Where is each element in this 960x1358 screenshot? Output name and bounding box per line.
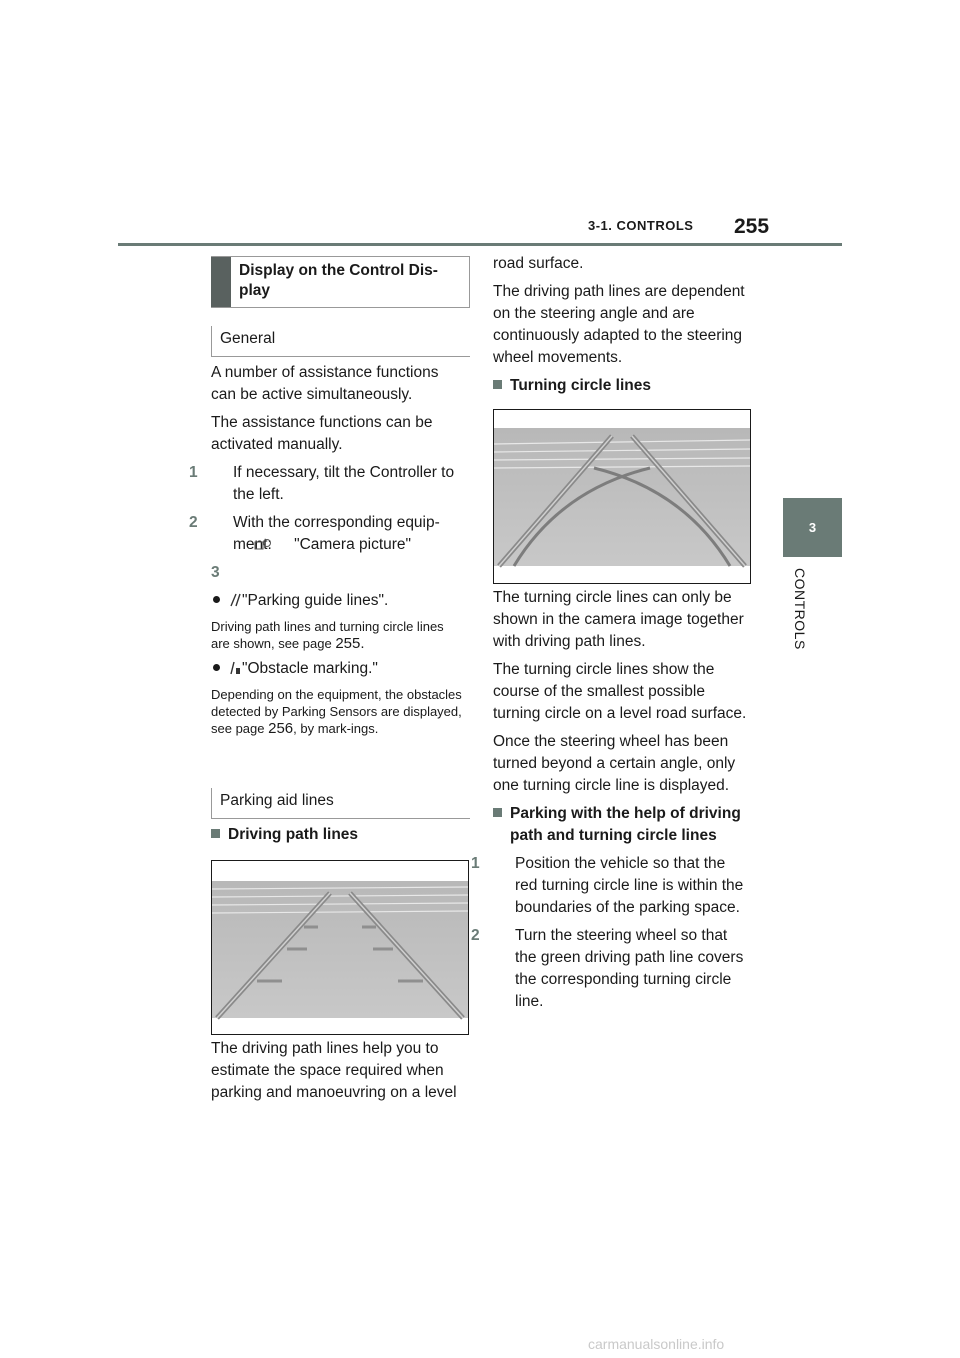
obstacle-icon [228,660,242,674]
guide-lines-icon [228,592,242,606]
chapter-tab: 3 [783,498,842,557]
left-column [189,362,466,743]
step-text: With the corresponding equip- [233,514,440,531]
step-2 [471,925,748,1013]
chapter-label: CONTROLS [792,568,808,650]
paragraph: The assistance functions can be activated manually. [211,414,433,453]
driving-path-image [211,860,469,1035]
parking-heading [493,803,748,847]
driving-path-heading [211,824,358,846]
page-ref: 255. [335,635,365,652]
paragraph: The driving path lines help you to estimate the space required when parking and manoeuvring on a level [211,1040,457,1101]
page-ref: 256 [268,720,294,737]
general-heading: General [211,326,470,357]
paragraph: The turning circle lines can only be shown in the camera image together with driving path lines. [493,589,744,650]
step-number: 1 [189,464,198,481]
turning-circle-image [493,409,751,584]
step-number: 2 [471,927,480,944]
step-text: If necessary, tilt the Controller to the left. [233,464,455,503]
turning-heading [493,375,748,397]
note [211,686,466,737]
bullet-text: "Obstacle marking." [242,660,378,677]
box-title: Display on the Control Dis- play [239,262,438,299]
watermark: carmanualsonline.info [588,1336,725,1352]
paragraph: The driving path lines are dependent on the steering angle and are continuously adapted to the steering wheel movements. [493,283,745,366]
bullet-obstacle [211,658,466,680]
heading-text: Driving path lines [228,826,359,843]
step-2 [189,512,466,556]
step-text: Position the vehicle so that the red turning circle line is within the boundaries of the parking space. [515,855,744,916]
step-number: 2 [189,514,198,531]
step-number: 3 [211,564,220,581]
paragraph: The turning circle lines show the course of the smallest possible turning circle on a level road surface. [493,661,747,722]
note-text: Depending on the equipment, the obstacles detected by Parking Sensors are displayed, see page [211,687,462,736]
box-bar [211,257,231,307]
step-text-prefix: ment: [233,536,277,553]
step-text: Turn the steering wheel so that the green driving path line covers the corresponding turning circle line. [515,927,744,1010]
heading-text: Turning circle lines [510,377,651,394]
right-column [493,253,748,403]
note-text: Driving path lines and turning circle lines are shown, see page [211,619,444,651]
parking-aid-heading: Parking aid lines [211,788,470,819]
note [211,618,466,652]
camera-icon [276,536,294,550]
paragraph: Once the steering wheel has been turned beyond a certain angle, only one turning circle line is displayed. [493,733,736,794]
header-rule [118,243,842,246]
step-3 [211,562,466,584]
page-number: 255 [734,215,770,238]
paragraph: A number of assistance functions can be active simultaneously. [211,364,439,403]
section-title: 3-1. CONTROLS [588,218,694,233]
display-section-box [211,256,470,308]
paragraph: road surface. [493,255,584,272]
step-1 [189,462,466,506]
left-column-end [211,1038,466,1110]
bullet-parking-guide [211,590,466,612]
step-number: 1 [471,855,480,872]
step-1 [471,853,748,919]
step-text: "Camera picture" [294,536,412,553]
right-column-2 [471,587,748,1019]
heading-text: Parking with the help of driving path and turning circle lines [510,805,741,844]
note-text: , by mark-ings. [293,721,379,736]
bullet-text: "Parking guide lines". [242,592,389,609]
